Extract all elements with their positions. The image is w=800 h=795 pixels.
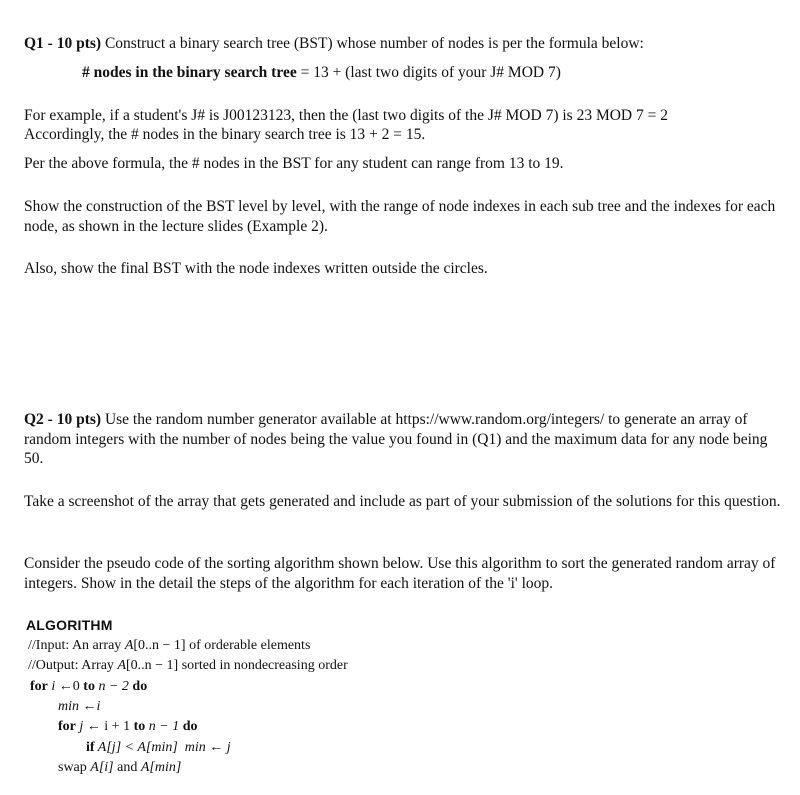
algorithm-swap-line: swap A[i] and A[min] [58,760,182,775]
q1-show-paragraph: Show the construction of the BST level by level, with the range of node indexes in each sub tree and the indexes for each node, as shown in the lecture slides (Example 2). [24,198,776,235]
algorithm-input-line: //Input: An array A[0..n − 1] of orderable elements [28,638,311,653]
algorithm-if-line: if A[j] < A[min] min ← j [86,740,231,755]
algorithm-output-line: //Output: Array A[0..n − 1] sorted in nondecreasing order [28,658,348,673]
q1-formula: # nodes in the binary search tree = 13 + (last two digits of your J# MOD 7) [82,64,561,81]
q1-range-line: Per the above formula, the # nodes in the BST for any student can range from 13 to 19. [24,155,564,172]
q2-heading: Q2 - 10 pts) [24,411,102,428]
formula-label: # nodes in the binary search tree [82,64,297,81]
q2-intro: Q2 - 10 pts) Use the random number generator available at https://www.random.org/integers/ to generate an array of random integers with the number of nodes being the value you found in (Q1) and the maximum data for any node being 50. [24,411,768,467]
algorithm-for-i-line: for i ←0 to n − 2 do [30,679,148,694]
q1-also-line: Also, show the final BST with the node indexes written outside the circles. [24,260,488,277]
q1-example-line1: For example, if a student's J# is J00123123, then the (last two digits of the J# MOD 7) is 23 MOD 7 = 2 [24,107,668,124]
q1-heading: Q1 - 10 pts) [24,35,102,52]
q1-example-line2: Accordingly, the # nodes in the binary search tree is 13 + 2 = 15. [24,126,426,143]
q1-intro: Q1 - 10 pts) Construct a binary search tree (BST) whose number of nodes is per the formula below: [24,35,644,52]
q2-consider-paragraph: Consider the pseudo code of the sorting algorithm shown below. Use this algorithm to sort the generated random array of integers. Show in the detail the steps of the algorithm for each iteration of the 'i' loop. [24,555,776,592]
algorithm-min-assign-line: min ←i [58,699,101,714]
algorithm-title: ALGORITHM [26,617,113,633]
q2-screenshot-paragraph: Take a screenshot of the array that gets generated and include as part of your submission of the solutions for this question. [24,493,781,510]
algorithm-for-j-line: for j ← i + 1 to n − 1 do [58,719,198,734]
